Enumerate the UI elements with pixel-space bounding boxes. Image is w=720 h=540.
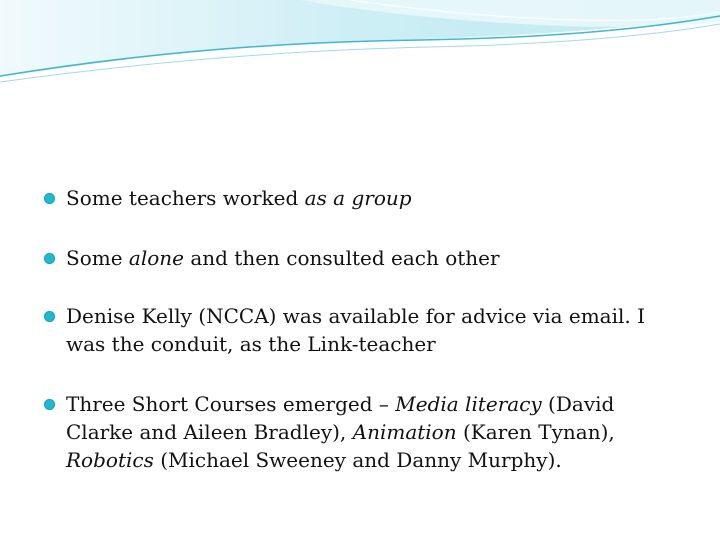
bullet-item: [44, 302, 684, 358]
bullet-item: [44, 390, 684, 474]
bullet-item: [44, 244, 684, 272]
bullet-text: Denise Kelly (NCCA) was available for advice via email. I was the conduit, as the Link-teacher: [66, 304, 646, 356]
bullet-item: [44, 184, 684, 212]
bullet-text: Three Short Courses emerged – Media literacy (David Clarke and Aileen Bradley), Animation (Karen Tynan), Robotics (Michael Sweeney and Danny Murphy).: [66, 392, 615, 472]
bullet-list: [44, 184, 684, 506]
header-wave-decoration: [0, 0, 720, 90]
bullet-dot-icon: [44, 253, 55, 264]
bullet-text: Some teachers worked as a group: [66, 186, 412, 210]
bullet-dot-icon: [44, 399, 55, 410]
bullet-dot-icon: [44, 193, 55, 204]
bullet-dot-icon: [44, 311, 55, 322]
bullet-text: Some alone and then consulted each other: [66, 246, 500, 270]
